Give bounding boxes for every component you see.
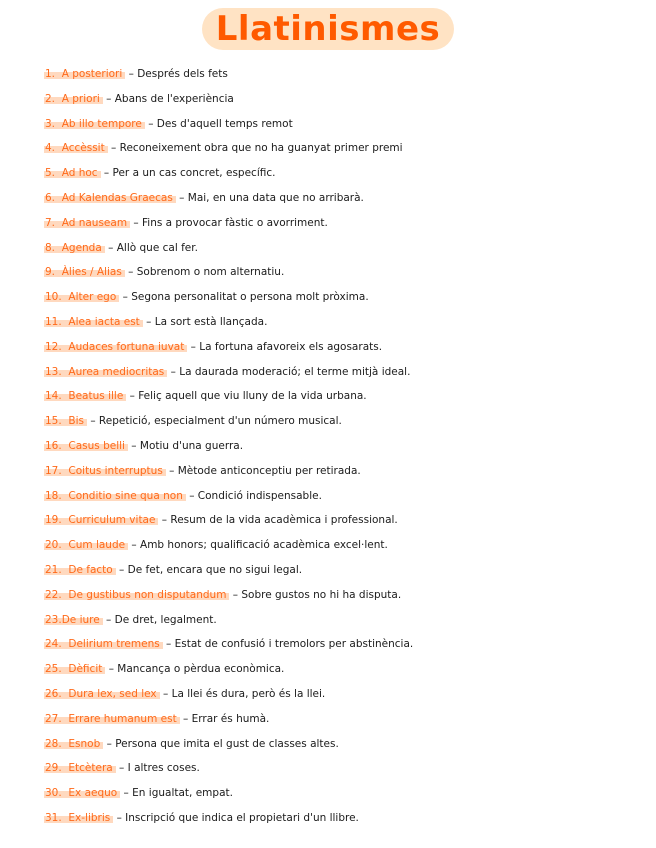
list-item: [44, 114, 644, 139]
list-item: [44, 213, 644, 238]
latinism-term: [44, 812, 113, 824]
definition: Estat de confusió i tremolors per abstinència.: [174, 638, 414, 651]
item-number: 15.: [45, 415, 62, 428]
definition: De dret, legalment.: [114, 613, 217, 626]
term-text: A priori: [61, 92, 100, 105]
item-number: 10.: [45, 291, 62, 304]
item-number: 18.: [45, 489, 62, 502]
definition: Errar és humà.: [191, 712, 270, 725]
latinism-term: [44, 589, 229, 601]
latinism-term: [44, 390, 126, 402]
latinism-term: [44, 341, 187, 353]
separator-dash: –: [187, 340, 200, 353]
separator-dash: –: [229, 588, 242, 601]
term-text: Curriculum vitae: [68, 514, 156, 527]
list-item: [44, 337, 644, 362]
item-number: 12.: [45, 340, 62, 353]
separator-dash: –: [159, 687, 172, 700]
separator-dash: –: [86, 415, 99, 428]
separator-dash: –: [115, 762, 128, 775]
latinism-term: [44, 217, 130, 229]
item-number: 22.: [45, 588, 62, 601]
definition: Resum de la vida acadèmica i professional.: [170, 514, 398, 527]
list-item: [44, 238, 644, 263]
separator-dash: –: [102, 613, 115, 626]
latinism-term: [44, 366, 167, 378]
item-number: 4.: [45, 142, 56, 155]
definition: Per a un cas concret, específic.: [112, 167, 276, 180]
separator-dash: –: [162, 638, 175, 651]
definition: Motiu d'una guerra.: [139, 439, 244, 452]
separator-dash: –: [105, 663, 118, 676]
list-item: [44, 386, 644, 411]
list-item: [44, 808, 644, 833]
latinisms-list: [44, 64, 644, 833]
separator-dash: –: [130, 216, 142, 229]
separator-dash: –: [120, 787, 133, 800]
latinism-term: [44, 564, 116, 576]
separator-dash: –: [144, 117, 157, 130]
term-text: Cum laude: [68, 539, 126, 552]
item-number: 21.: [45, 563, 62, 576]
item-number: 20.: [45, 539, 62, 552]
term-text: Agenda: [61, 241, 102, 254]
term-text: Ad nauseam: [61, 216, 128, 229]
definition: En igualtat, empat.: [132, 787, 233, 800]
definition: Inscripció que indica el propietari d'un llibre.: [125, 811, 359, 824]
definition: Després dels fets: [137, 68, 228, 80]
item-number: 27.: [45, 712, 62, 725]
term-text: A posteriori: [61, 68, 123, 80]
definition: De fet, encara que no sigui legal.: [127, 563, 303, 576]
latinism-term: [44, 118, 145, 130]
definition: Fins a provocar fàstic o avorriment.: [142, 216, 328, 229]
definition: La llei és dura, però és la llei.: [171, 687, 326, 700]
item-number: 6.: [45, 191, 56, 204]
term-text: Aurea mediocritas: [68, 365, 165, 378]
page-title: Llatinismes: [202, 8, 455, 50]
separator-dash: –: [102, 92, 115, 105]
definition: Mancança o pèrdua econòmica.: [117, 663, 285, 676]
item-number: 19.: [45, 514, 62, 527]
latinism-term: [44, 167, 101, 179]
definition: I altres coses.: [127, 762, 200, 775]
latinism-term: [44, 787, 120, 799]
term-text: Alea iacta est: [68, 315, 140, 328]
separator-dash: –: [107, 142, 120, 155]
separator-dash: –: [128, 539, 141, 552]
list-item: [44, 610, 644, 635]
definition: Abans de l'experiència: [114, 92, 234, 105]
term-text: Ex aequo: [68, 787, 118, 800]
list-item: [44, 188, 644, 213]
separator-dash: –: [124, 266, 137, 279]
item-number: 29.: [45, 762, 62, 775]
term-text: Dura lex, sed lex: [68, 687, 157, 700]
term-text: Etcètera: [68, 762, 113, 775]
list-item: [44, 461, 644, 486]
item-number: 2.: [45, 92, 56, 105]
list-item: [44, 486, 644, 511]
term-text: Dèficit: [68, 663, 103, 676]
separator-dash: –: [158, 514, 171, 527]
separator-dash: –: [119, 291, 132, 304]
item-number: 25.: [45, 663, 62, 676]
latinism-term: [44, 142, 108, 154]
definition: La sort està llançada.: [154, 315, 268, 328]
term-text: Delirium tremens: [68, 638, 160, 651]
item-number: 13.: [45, 365, 62, 378]
definition: La daurada moderació; el terme mitjà ideal.: [179, 365, 411, 378]
term-text: Beatus ille: [68, 390, 124, 403]
term-text: De iure: [61, 613, 100, 626]
list-item: [44, 634, 644, 659]
separator-dash: –: [142, 315, 155, 328]
list-item: [44, 312, 644, 337]
latinism-term: [44, 539, 128, 551]
definition: Repetició, especialment d'un número musical.: [98, 415, 342, 428]
item-number: 9.: [45, 266, 56, 279]
list-item: [44, 89, 644, 114]
item-number: 7.: [45, 216, 56, 229]
item-number: 14.: [45, 390, 62, 403]
definition: Allò que cal fer.: [116, 241, 198, 254]
list-item: [44, 758, 644, 783]
latinism-term: [44, 614, 103, 626]
separator-dash: –: [165, 464, 178, 477]
latinism-term: [44, 688, 160, 700]
latinism-term: [44, 663, 105, 675]
list-item: [44, 287, 644, 312]
item-number: 24.: [45, 638, 62, 651]
latinism-term: [44, 514, 158, 526]
list-item: [44, 684, 644, 709]
term-text: Ad hoc: [61, 167, 98, 180]
term-text: Alter ego: [68, 291, 117, 304]
latinism-term: [44, 490, 186, 502]
item-number: 30.: [45, 787, 62, 800]
latinism-term: [44, 291, 119, 303]
separator-dash: –: [100, 167, 113, 180]
list-item: [44, 262, 644, 287]
separator-dash: –: [179, 712, 192, 725]
list-item: [44, 362, 644, 387]
latinism-term: [44, 242, 105, 254]
definition: Segona personalitat o persona molt pròxima.: [131, 291, 369, 304]
definition: Sobrenom o nom alternatiu.: [136, 266, 285, 279]
list-item: [44, 560, 644, 585]
latinism-term: [44, 713, 180, 725]
term-text: Casus belli: [68, 439, 125, 452]
latinism-term: [44, 192, 176, 204]
definition: Mai, en una data que no arribarà.: [187, 191, 364, 204]
list-item: [44, 535, 644, 560]
list-item: [44, 411, 644, 436]
definition: Des d'aquell temps remot: [156, 117, 293, 130]
latinism-term: [44, 415, 87, 427]
list-item: [44, 783, 644, 808]
latinism-term: [44, 638, 163, 650]
list-item: [44, 138, 644, 163]
term-text: Bis: [68, 415, 84, 428]
separator-dash: –: [185, 489, 198, 502]
list-item: [44, 163, 644, 188]
separator-dash: –: [104, 241, 117, 254]
definition: Feliç aquell que viu lluny de la vida urbana.: [138, 390, 367, 403]
term-text: Ab illo tempore: [61, 117, 142, 130]
term-text: Àlies / Alias: [61, 266, 122, 279]
separator-dash: –: [167, 365, 180, 378]
title-container: [0, 8, 656, 50]
list-item: [44, 64, 644, 89]
definition: Sobre gustos no hi ha disputa.: [241, 588, 402, 601]
separator-dash: –: [126, 390, 139, 403]
separator-dash: –: [125, 68, 138, 80]
item-number: 17.: [45, 464, 62, 477]
list-item: [44, 709, 644, 734]
term-text: De facto: [68, 563, 113, 576]
latinism-term: [44, 762, 116, 774]
separator-dash: –: [113, 811, 126, 824]
term-text: Accèssit: [61, 142, 105, 155]
separator-dash: –: [103, 737, 116, 750]
definition: La fortuna afavoreix els agosarats.: [199, 340, 383, 353]
latinism-term: [44, 266, 125, 278]
latinism-term: [44, 68, 125, 80]
separator-dash: –: [127, 439, 140, 452]
term-text: De gustibus non disputandum: [68, 588, 227, 601]
list-item: [44, 659, 644, 684]
term-text: Ad Kalendas Graecas: [61, 191, 173, 204]
list-item: [44, 734, 644, 759]
definition: Condició indispensable.: [197, 489, 322, 502]
definition: Amb honors; qualificació acadèmica excel·lent.: [140, 539, 388, 552]
separator-dash: –: [175, 191, 188, 204]
item-number: 16.: [45, 439, 62, 452]
term-text: Coitus interruptus: [68, 464, 163, 477]
definition: Mètode anticonceptiu per retirada.: [177, 464, 361, 477]
item-number: 26.: [45, 687, 62, 700]
item-number: 11.: [45, 315, 62, 328]
item-number: 3.: [45, 117, 56, 130]
item-number: 23.: [45, 613, 62, 626]
latinism-term: [44, 465, 166, 477]
latinism-term: [44, 93, 103, 105]
list-item: [44, 510, 644, 535]
latinism-term: [44, 440, 128, 452]
item-number: 28.: [45, 737, 62, 750]
list-item: [44, 585, 644, 610]
list-item: [44, 436, 644, 461]
latinism-term: [44, 738, 103, 750]
latinism-term: [44, 316, 143, 328]
definition: Reconeixement obra que no ha guanyat primer premi: [119, 142, 403, 155]
definition: Persona que imita el gust de classes altes.: [115, 737, 339, 750]
term-text: Audaces fortuna iuvat: [68, 340, 185, 353]
item-number: 8.: [45, 241, 56, 254]
item-number: 5.: [45, 167, 56, 180]
item-number: 31.: [45, 811, 62, 824]
term-text: Ex-libris: [68, 811, 111, 824]
item-number: 1.: [45, 68, 56, 80]
term-text: Esnob: [68, 737, 101, 750]
term-text: Errare humanum est: [68, 712, 177, 725]
term-text: Conditio sine qua non: [68, 489, 183, 502]
separator-dash: –: [115, 563, 128, 576]
